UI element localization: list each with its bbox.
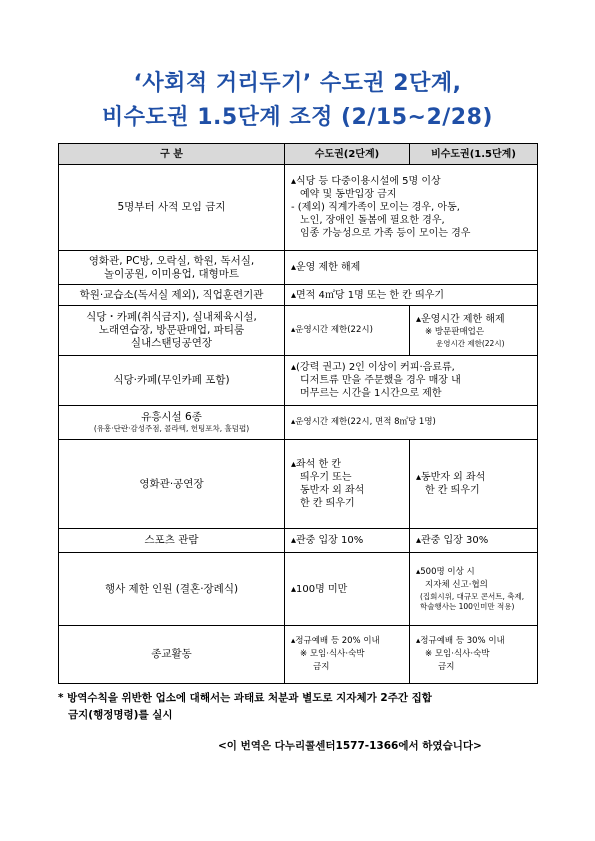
noncapital-rule xyxy=(410,553,538,626)
rule-line: - (제외) 직계가족이 모이는 경우, 아동, xyxy=(291,202,460,213)
noncapital-rule: ▴관중 입장 30% xyxy=(410,529,538,553)
row-rule: ▴운영시간 제한(22시, 면적 8㎡당 1명) xyxy=(285,406,538,440)
rule-line: 학술행사는 100인미만 적용) xyxy=(420,602,515,611)
table-row xyxy=(59,165,538,251)
translation-credit: <이 번역은 다누리콜센터1577-1366에서 하였습니다> xyxy=(218,740,482,752)
row-category xyxy=(59,406,285,440)
rule-line: 동반자 외 좌석 xyxy=(300,485,365,496)
category-line: 실내스탠딩공연장 xyxy=(130,337,213,349)
rule-line: ▴좌석 한 칸 xyxy=(291,459,342,470)
rule-line: 한 칸 띄우기 xyxy=(300,498,355,509)
distancing-table xyxy=(58,143,538,684)
rule-line: 노인, 장애인 돌봄에 필요한 경우, xyxy=(300,215,445,226)
category-line: 유흥시설 6종 xyxy=(141,411,202,423)
table-row xyxy=(59,251,538,285)
category-line: 영화관, PC방, 오락실, 학원, 독서실, xyxy=(88,254,255,267)
header-category: 구 분 xyxy=(59,144,285,165)
rule-line: ▴운영시간 제한 해제 xyxy=(416,313,505,325)
header-noncapital: 비수도권(1.5단계) xyxy=(410,144,538,165)
row-category: 영화관·공연장 xyxy=(59,440,285,529)
row-rule: ▴운영 제한 해제 xyxy=(285,251,538,285)
footnote-line-2: 금지(행정명령)를 실시 xyxy=(68,709,173,721)
table-row xyxy=(59,626,538,684)
rule-line: 예약 및 동반입장 금지 xyxy=(300,189,397,200)
capital-rule xyxy=(285,440,410,529)
title-line-2: 비수도권 1.5단계 조정 (2/15~2/28) xyxy=(102,105,493,130)
category-line: (유흥·단란·감성주점, 콜라텍, 헌팅포차, 홀덤펍) xyxy=(93,424,250,433)
footnote xyxy=(58,690,548,724)
row-category xyxy=(59,251,285,285)
table-row xyxy=(59,306,538,356)
rule-line: ▴(강력 권고) 2인 이상이 커피·음료류, xyxy=(291,362,455,373)
capital-rule xyxy=(285,626,410,684)
rule-line: ▴동반자 외 좌석 xyxy=(416,472,486,483)
row-category: 학원·교습소(독서실 제외), 직업훈련기관 xyxy=(59,285,285,306)
rule-line: ▴500명 이상 시 xyxy=(416,567,475,577)
row-rule xyxy=(285,356,538,406)
rule-line: ▴정규예배 등 30% 이내 xyxy=(416,636,505,646)
table-row xyxy=(59,529,538,553)
capital-rule: ▴관중 입장 10% xyxy=(285,529,410,553)
rule-line: 한 칸 띄우기 xyxy=(425,485,480,496)
table-row xyxy=(59,440,538,529)
title-line-1: ‘사회적 거리두기’ 수도권 2단계, xyxy=(133,71,462,96)
rule-line: 디저트류 만을 주문했을 경우 매장 내 xyxy=(300,375,461,386)
row-category: 5명부터 사적 모임 금지 xyxy=(59,165,285,251)
category-line: 노래연습장, 방문판매업, 파티룸 xyxy=(98,324,245,336)
noncapital-rule xyxy=(410,626,538,684)
category-line: 놀이공원, 이미용업, 대형마트 xyxy=(103,267,240,280)
row-category: 스포츠 관람 xyxy=(59,529,285,553)
rule-line: ※ 모임·식사·숙박 xyxy=(425,649,490,659)
table-row xyxy=(59,285,538,306)
rule-line: ▴식당 등 다중이용시설에 5명 이상 xyxy=(291,176,441,187)
table-row xyxy=(59,406,538,440)
capital-rule: ▴100명 미만 xyxy=(285,553,410,626)
rule-line: 금지 xyxy=(313,662,330,672)
row-rule xyxy=(285,165,538,251)
table-row xyxy=(59,553,538,626)
table-header-row xyxy=(59,144,538,165)
noncapital-rule xyxy=(410,440,538,529)
row-rule: ▴면적 4㎡당 1명 또는 한 칸 띄우기 xyxy=(285,285,538,306)
rule-line: ▴정규예배 등 20% 이내 xyxy=(291,636,380,646)
rule-line: 임종 가능성으로 가족 등이 모이는 경우 xyxy=(300,228,471,239)
footnote-line-1: * 방역수칙을 위반한 업소에 대해서는 과태료 처분과 별도로 지자체가 2주간 집합 xyxy=(58,692,432,704)
category-line: 식당・카페(취식금지), 실내체육시설, xyxy=(86,311,257,323)
header-capital: 수도권(2단계) xyxy=(285,144,410,165)
table-row xyxy=(59,356,538,406)
rule-line: 지자체 신고·협의 xyxy=(425,580,488,590)
capital-rule: ▴운영시간 제한(22시) xyxy=(285,306,410,356)
rule-line: 운영시간 제한(22시) xyxy=(436,338,505,348)
rule-line: 띄우기 또는 xyxy=(300,472,352,483)
row-category: 종교활동 xyxy=(59,626,285,684)
row-category: 행사 제한 인원 (결혼·장례식) xyxy=(59,553,285,626)
rule-line: ※ 방문판매업은 xyxy=(425,326,485,337)
row-category: 식당·카페(무인카페 포함) xyxy=(59,356,285,406)
rule-line: 머무르는 시간을 1시간으로 제한 xyxy=(300,388,442,399)
rule-line: ※ 모임·식사·숙박 xyxy=(300,649,365,659)
rule-line: (집회시위, 대규모 콘서트, 축제, xyxy=(420,592,525,601)
row-category xyxy=(59,306,285,356)
rule-line: 금지 xyxy=(438,662,455,672)
noncapital-rule xyxy=(410,306,538,356)
